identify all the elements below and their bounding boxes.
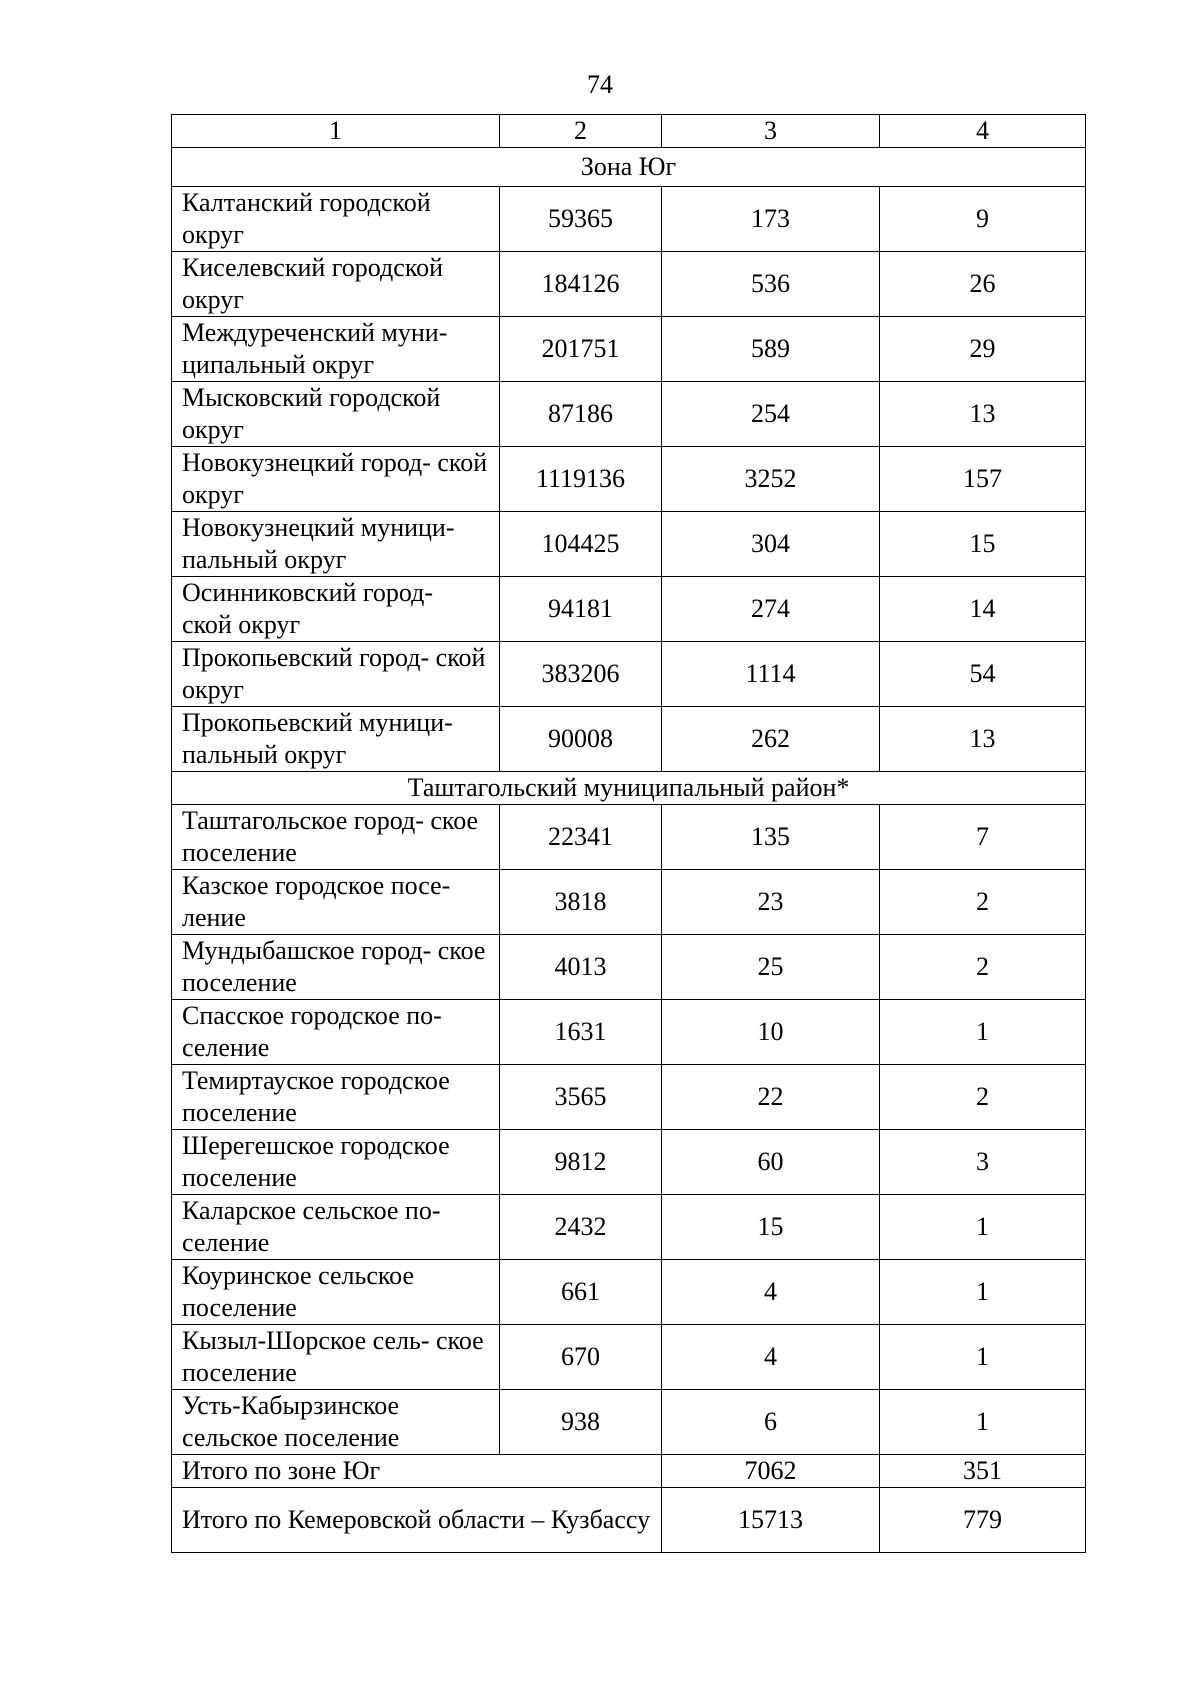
table-row <box>172 707 1086 772</box>
total-value: 15713 <box>662 1488 880 1553</box>
population-cell: 938 <box>500 1390 662 1455</box>
total-value: 351 <box>880 1455 1086 1488</box>
population-cell: 1631 <box>500 1000 662 1065</box>
value-cell: 536 <box>662 252 880 317</box>
value-cell: 3 <box>880 1130 1086 1195</box>
value-cell: 14 <box>880 577 1086 642</box>
population-cell: 201751 <box>500 317 662 382</box>
value-cell: 274 <box>662 577 880 642</box>
value-cell: 304 <box>662 512 880 577</box>
value-cell: 15 <box>880 512 1086 577</box>
district-title: Таштагольский муниципальный район* <box>172 772 1086 805</box>
value-cell: 1 <box>880 1000 1086 1065</box>
population-table <box>171 114 1086 1553</box>
population-cell: 9812 <box>500 1130 662 1195</box>
zone-title: Зона Юг <box>172 148 1086 187</box>
table-row <box>172 447 1086 512</box>
population-cell: 59365 <box>500 187 662 252</box>
value-cell: 135 <box>662 805 880 870</box>
row-name-cell: Мысковский городской округ <box>172 382 500 447</box>
population-cell: 383206 <box>500 642 662 707</box>
value-cell: 29 <box>880 317 1086 382</box>
row-name-cell: Каларское сельское по- селение <box>172 1195 500 1260</box>
population-cell: 661 <box>500 1260 662 1325</box>
table-row <box>172 935 1086 1000</box>
page-number: 74 <box>587 70 613 99</box>
value-cell: 10 <box>662 1000 880 1065</box>
value-cell: 54 <box>880 642 1086 707</box>
row-name-cell: Калтанский городской округ <box>172 187 500 252</box>
population-cell: 4013 <box>500 935 662 1000</box>
population-cell: 3565 <box>500 1065 662 1130</box>
row-name-cell: Коуринское сельское поселение <box>172 1260 500 1325</box>
table-row <box>172 1195 1086 1260</box>
total-label: Итого по Кемеровской области – Кузбассу <box>172 1488 662 1553</box>
value-cell: 1 <box>880 1390 1086 1455</box>
value-cell: 22 <box>662 1065 880 1130</box>
table-row <box>172 1065 1086 1130</box>
row-name-cell: Новокузнецкий муници- пальный округ <box>172 512 500 577</box>
value-cell: 157 <box>880 447 1086 512</box>
header-cell: 2 <box>500 115 662 148</box>
district-title-row <box>172 772 1086 805</box>
value-cell: 262 <box>662 707 880 772</box>
table-row <box>172 1325 1086 1390</box>
header-cell: 4 <box>880 115 1086 148</box>
header-cell: 1 <box>172 115 500 148</box>
population-cell: 90008 <box>500 707 662 772</box>
total-row-region <box>172 1488 1086 1553</box>
row-name-cell: Прокопьевский муници- пальный округ <box>172 707 500 772</box>
row-name-cell: Усть-Кабырзинское сельское поселение <box>172 1390 500 1455</box>
row-name-cell: Кызыл-Шорское сель- ское поселение <box>172 1325 500 1390</box>
total-row-zone <box>172 1455 1086 1488</box>
row-name-cell: Шерегешское городское поселение <box>172 1130 500 1195</box>
table-row <box>172 382 1086 447</box>
table-row <box>172 512 1086 577</box>
row-name-cell: Спасское городское по- селение <box>172 1000 500 1065</box>
header-row <box>172 115 1086 148</box>
row-name-cell: Таштагольское город- ское поселение <box>172 805 500 870</box>
value-cell: 13 <box>880 707 1086 772</box>
row-name-cell: Темиртауское городское поселение <box>172 1065 500 1130</box>
population-cell: 3818 <box>500 870 662 935</box>
value-cell: 173 <box>662 187 880 252</box>
value-cell: 60 <box>662 1130 880 1195</box>
table-row <box>172 1130 1086 1195</box>
population-cell: 1119136 <box>500 447 662 512</box>
population-cell: 184126 <box>500 252 662 317</box>
value-cell: 1114 <box>662 642 880 707</box>
value-cell: 23 <box>662 870 880 935</box>
population-cell: 670 <box>500 1325 662 1390</box>
population-cell: 94181 <box>500 577 662 642</box>
table-row <box>172 577 1086 642</box>
table-row <box>172 1000 1086 1065</box>
value-cell: 254 <box>662 382 880 447</box>
row-name-cell: Осинниковский город- ской округ <box>172 577 500 642</box>
total-label: Итого по зоне Юг <box>172 1455 662 1488</box>
value-cell: 25 <box>662 935 880 1000</box>
header-cell: 3 <box>662 115 880 148</box>
population-cell: 2432 <box>500 1195 662 1260</box>
value-cell: 589 <box>662 317 880 382</box>
table-row <box>172 870 1086 935</box>
value-cell: 2 <box>880 935 1086 1000</box>
total-value: 779 <box>880 1488 1086 1553</box>
value-cell: 4 <box>662 1325 880 1390</box>
population-cell: 87186 <box>500 382 662 447</box>
total-value: 7062 <box>662 1455 880 1488</box>
table-row <box>172 252 1086 317</box>
value-cell: 1 <box>880 1325 1086 1390</box>
value-cell: 1 <box>880 1195 1086 1260</box>
table-row <box>172 187 1086 252</box>
value-cell: 3252 <box>662 447 880 512</box>
row-name-cell: Казское городское посе- ление <box>172 870 500 935</box>
row-name-cell: Новокузнецкий город- ской округ <box>172 447 500 512</box>
table-row <box>172 1260 1086 1325</box>
row-name-cell: Междуреченский муни- ципальный округ <box>172 317 500 382</box>
value-cell: 9 <box>880 187 1086 252</box>
population-cell: 104425 <box>500 512 662 577</box>
table-row <box>172 1390 1086 1455</box>
value-cell: 2 <box>880 1065 1086 1130</box>
value-cell: 15 <box>662 1195 880 1260</box>
value-cell: 6 <box>662 1390 880 1455</box>
value-cell: 4 <box>662 1260 880 1325</box>
table-row <box>172 642 1086 707</box>
value-cell: 13 <box>880 382 1086 447</box>
row-name-cell: Прокопьевский город- ской округ <box>172 642 500 707</box>
table-row <box>172 805 1086 870</box>
population-cell: 22341 <box>500 805 662 870</box>
value-cell: 1 <box>880 1260 1086 1325</box>
row-name-cell: Мундыбашское город- ское поселение <box>172 935 500 1000</box>
zone-title-row <box>172 148 1086 187</box>
value-cell: 2 <box>880 870 1086 935</box>
value-cell: 7 <box>880 805 1086 870</box>
value-cell: 26 <box>880 252 1086 317</box>
row-name-cell: Киселевский городской округ <box>172 252 500 317</box>
table-row <box>172 317 1086 382</box>
